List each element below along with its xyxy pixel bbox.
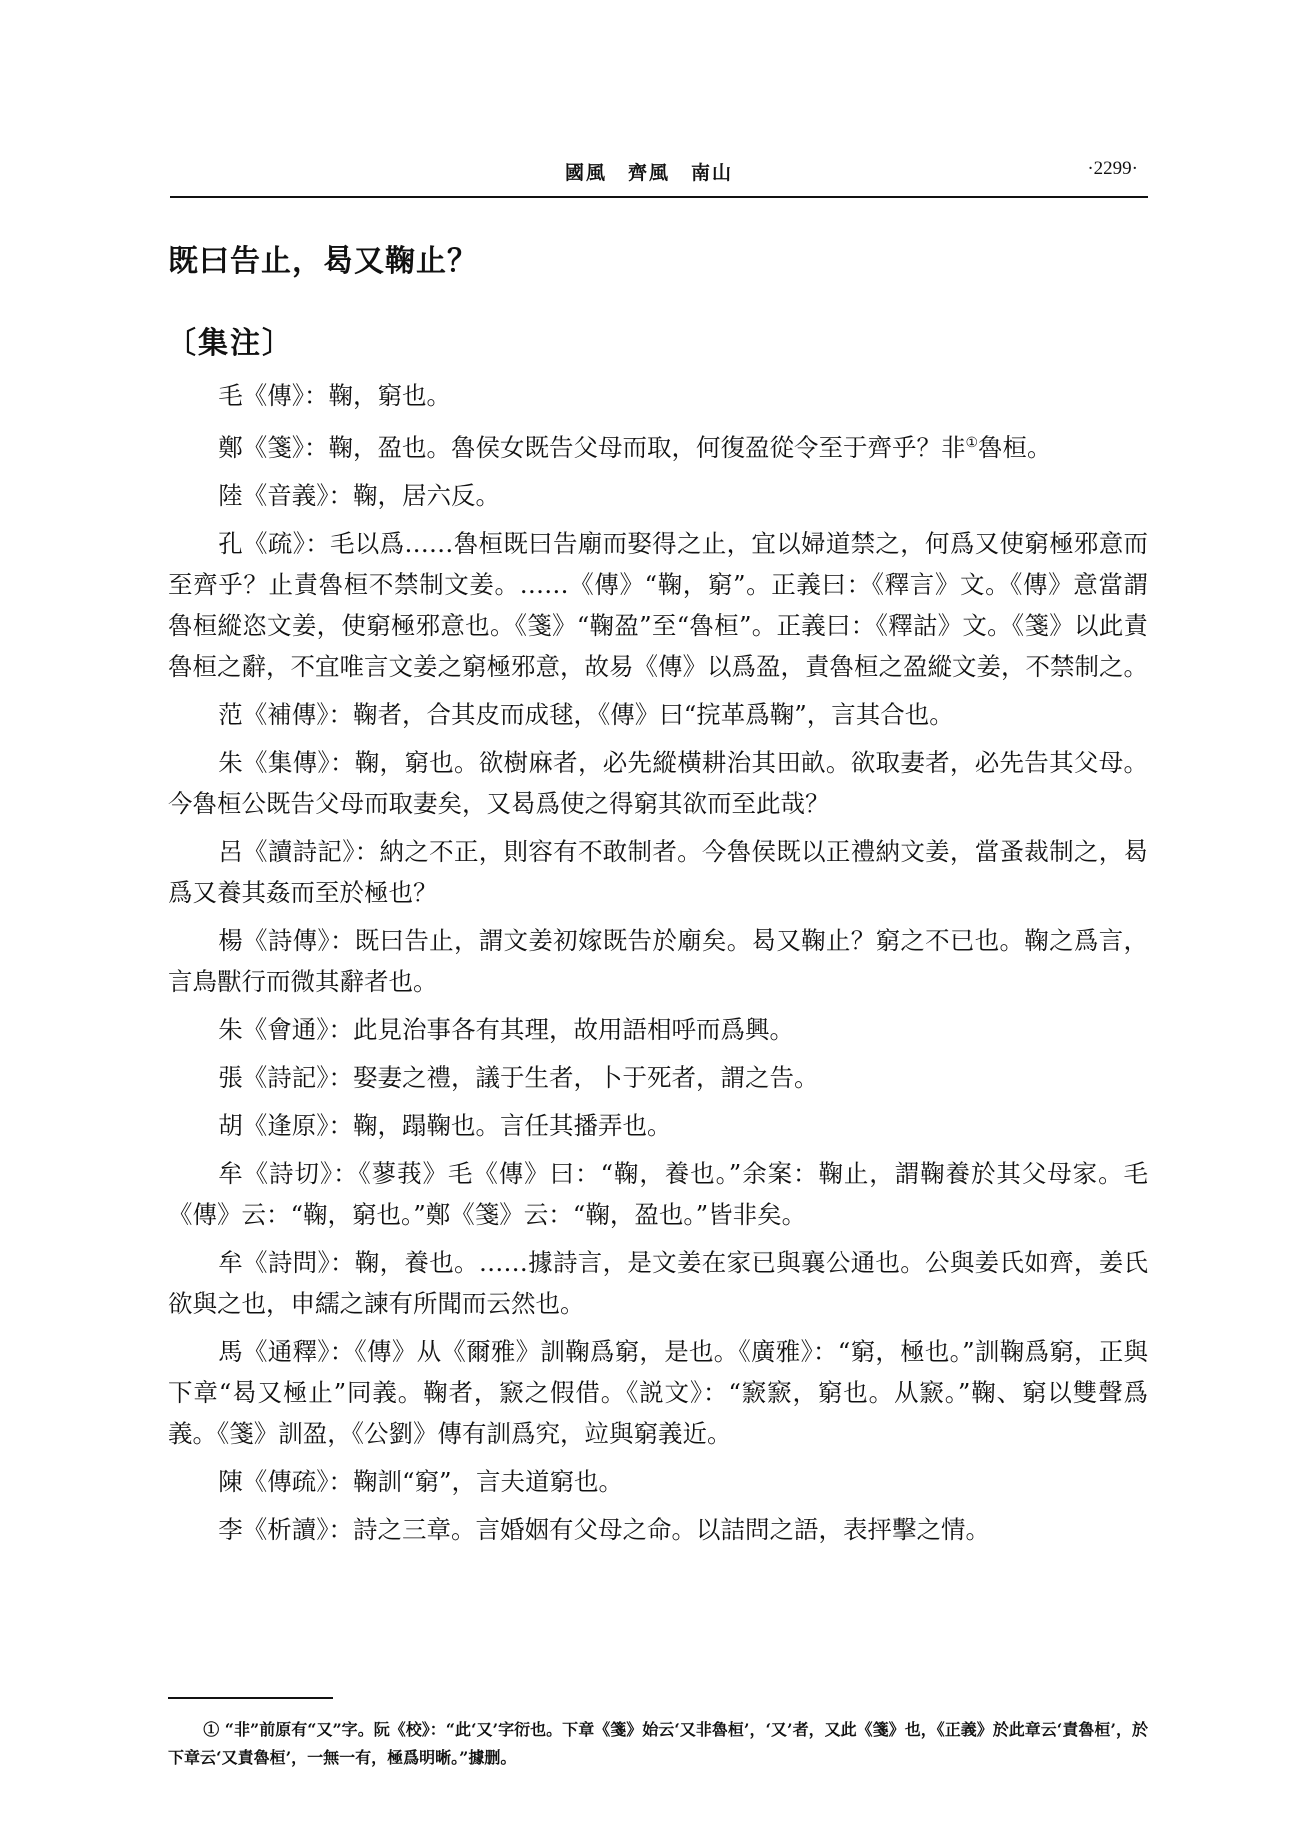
- commentary-entry: 馬《通釋》：《傳》从《爾雅》訓鞠爲窮，是也。《廣雅》：“窮，極也。”訓鞠爲窮，正與下章“曷又極止”同義。鞠者，窾之假借。《説文》：“窾窾，窮也。从窾。”鞠、窮以雙聲爲義。《箋》訓盈，《公劉》傳有訓爲究，竝與窮義近。: [168, 1337, 1148, 1449]
- commentary-entry: 朱《會通》：此見治事各有其理，故用語相呼而爲興。: [218, 1015, 794, 1045]
- footnote: ① “非”前原有“又”字。阮《校》：“此‘又’字衍也。下章《箋》始云‘又非魯桓’，‘又’者，又此《箋》也，《正義》於此章云‘責魯桓’，於下章云‘又責魯桓’，一無一有，極爲明晰。”據删。: [168, 1720, 1148, 1767]
- header-rule: [170, 196, 1148, 198]
- commentary-entry: 毛《傳》：鞠，窮也。: [218, 381, 451, 410]
- commentary-entry: 陳《傳疏》：鞠訓“窮”，言夫道窮也。: [218, 1467, 624, 1497]
- footnote-marker: ①: [965, 435, 979, 451]
- commentary-entry: 李《析讀》：詩之三章。言婚姻有父母之命。以詰問之語，表抨擊之情。: [218, 1515, 990, 1545]
- running-header-title: 國風 齊風 南山: [565, 162, 734, 184]
- commentary-entry: 孔《疏》：毛以爲……魯桓既曰告廟而娶得之止，宜以婦道禁之，何爲又使窮極邪意而至齊乎？止責魯桓不禁制文姜。……《傳》“鞠，窮”。正義曰：《釋言》文。《傳》意當謂魯桓縱恣文姜，使窮極邪意也。《箋》“鞠盈”至“魯桓”。正義曰：《釋詁》文。《箋》以此責魯桓之辭，不宜唯言文姜之窮極邪意，故易《傳》以爲盈，責魯桓之盈縱文姜，不禁制之。: [168, 529, 1148, 682]
- commentary-entry: [168, 423, 1148, 468]
- commentary-entry: 朱《集傳》：鞠，窮也。欲樹麻者，必先縱橫耕治其田畝。欲取妻者，必先告其父母。今魯桓公既告父母而取妻矣，又曷爲使之得窮其欲而至此哉？: [168, 748, 1148, 819]
- section-heading: 〔集注〕: [166, 326, 294, 361]
- commentary-entry: 胡《逢原》：鞠，蹋鞠也。言任其播弄也。: [218, 1111, 672, 1141]
- commentary-entry: 楊《詩傳》：既曰告止，謂文姜初嫁既告於廟矣。曷又鞠止？窮之不已也。鞠之爲言，言鳥獸行而微其辭者也。: [168, 926, 1148, 997]
- commentary-body: [168, 375, 1148, 1557]
- commentary-entry: 牟《詩問》：鞠，養也。……據詩言，是文姜在家已與襄公通也。公與姜氏如齊，姜氏欲與之也，申繻之諫有所聞而云然也。: [168, 1248, 1148, 1319]
- commentary-entry: 呂《讀詩記》：納之不正，則容有不敢制者。今魯侯既以正禮納文姜，當蚤裁制之，曷爲又養其姦而至於極也？: [168, 837, 1148, 908]
- verse-line: 既曰告止，曷又鞠止？: [168, 244, 478, 279]
- running-header: [170, 152, 1150, 192]
- commentary-entry: 牟《詩切》：《蓼莪》毛《傳》曰：“鞠，養也。”余案：鞠止，謂鞠養於其父母家。毛《傳》云：“鞠，窮也。”鄭《箋》云：“鞠，盈也。”皆非矣。: [168, 1159, 1148, 1230]
- commentary-entry: 范《補傳》：鞠者，合其皮而成毬，《傳》曰“捖革爲鞠”，言其合也。: [218, 700, 954, 730]
- commentary-entry: 陸《音義》：鞠，居六反。: [218, 481, 500, 511]
- entry-text: 鄭《箋》：鞠，盈也。魯侯女既告父母而取，何復盈從令至于齊乎？非: [218, 433, 966, 463]
- entry-text: 魯桓。: [978, 433, 1052, 463]
- footnote-rule: [168, 1697, 333, 1699]
- commentary-entry: 張《詩記》：娶妻之禮，議于生者，卜于死者，謂之告。: [218, 1063, 819, 1093]
- page-number: ·2299·: [1087, 158, 1138, 179]
